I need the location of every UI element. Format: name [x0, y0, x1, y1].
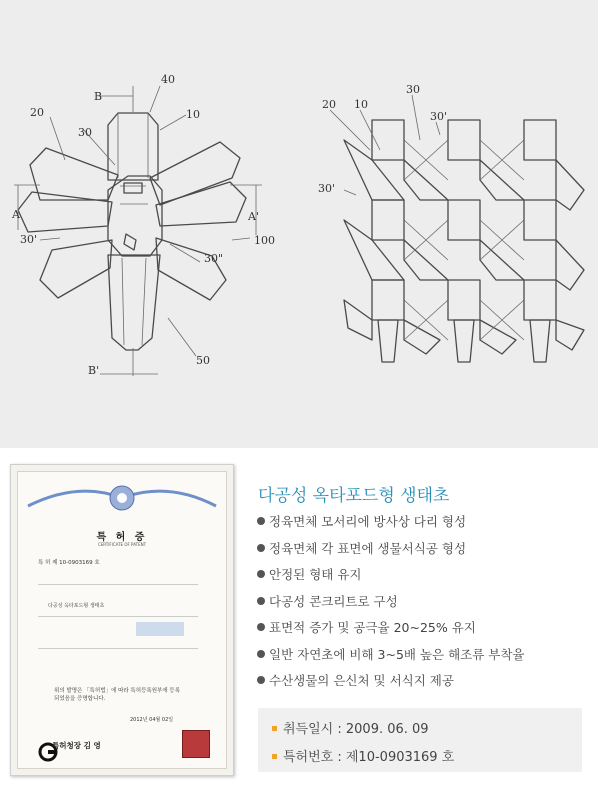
square-bullet-icon	[272, 754, 277, 759]
certificate-issuer: 특허청장 김 영	[52, 741, 101, 750]
certificate-body-line-1: 위의 발명은 「특허법」에 따라 특허등록원부에 등록	[54, 688, 181, 694]
product-title: 다공성 옥타포드형 생태초	[258, 486, 450, 506]
label-a-prime: A'	[248, 210, 259, 223]
label-30-double-prime: 30"	[204, 252, 224, 265]
label-10: 10	[186, 108, 200, 121]
certificate-invention-title: 다공성 옥타포드형 생태초	[48, 603, 105, 609]
feature-list	[257, 512, 525, 698]
feature-item: 안정된 형태 유지	[257, 565, 525, 592]
patent-info-box	[258, 708, 582, 772]
octapod-lattice-figure	[330, 95, 584, 362]
label-a: A	[12, 208, 20, 221]
bullet-icon	[257, 623, 265, 631]
feature-item: 정육면체 모서리에 방사상 다리 형성	[257, 512, 525, 539]
certificate-border	[17, 471, 227, 769]
feature-item: 정육면체 각 표면에 생물서식공 형성	[257, 539, 525, 566]
patent-number-row	[272, 746, 454, 765]
label-40: 40	[161, 73, 175, 86]
bullet-icon	[257, 597, 265, 605]
bullet-icon	[257, 570, 265, 578]
certificate-red-seal	[182, 730, 210, 758]
label-30: 30	[78, 126, 92, 139]
patent-number: 특허번호 : 제10-0903169 호	[283, 750, 455, 765]
bullet-icon	[257, 517, 265, 525]
label-20: 20	[30, 106, 44, 119]
bullet-icon	[257, 544, 265, 552]
label-30-prime: 30'	[20, 233, 38, 246]
certificate-subtitle: CERTIFICATE OF PATENT	[97, 542, 147, 547]
drawing-labels-right	[318, 83, 447, 195]
certificate-body-line-2: 되었음을 증명합니다.	[54, 696, 106, 702]
certificate-title: 특 허 증	[96, 532, 148, 543]
feature-item: 표면적 증가 및 공극율 20~25% 유지	[257, 618, 525, 645]
square-bullet-icon	[272, 726, 277, 731]
feature-item: 다공성 콘크리트로 구성	[257, 592, 525, 619]
patent-certificate-image	[10, 464, 234, 776]
bullet-icon	[257, 676, 265, 684]
label-50: 50	[196, 354, 210, 367]
label-b-prime: B'	[88, 364, 100, 377]
label-r-30-prime: 30'	[430, 110, 448, 123]
certificate-patent-no: 특 허 제 10-0903169 호	[38, 560, 100, 566]
label-r-30-prime-left: 30'	[318, 182, 336, 195]
label-100: 100	[254, 234, 275, 247]
bullet-icon	[257, 650, 265, 658]
feature-item: 일반 자연초에 비해 3~5배 높은 해조류 부착율	[257, 645, 525, 672]
acquisition-date-row	[272, 718, 429, 737]
certificate-date: 2012년 04월 02일	[130, 717, 174, 723]
octapod-single-figure	[14, 86, 262, 376]
label-r-30: 30	[406, 83, 420, 96]
label-r-10: 10	[354, 98, 368, 111]
feature-item: 수산생물의 은신처 및 서식지 제공	[257, 671, 525, 698]
certificate-header-ornament	[18, 476, 226, 526]
label-b: B	[94, 90, 103, 103]
acquisition-date: 취득일시 : 2009. 06. 09	[283, 722, 429, 737]
label-r-20: 20	[322, 98, 336, 111]
